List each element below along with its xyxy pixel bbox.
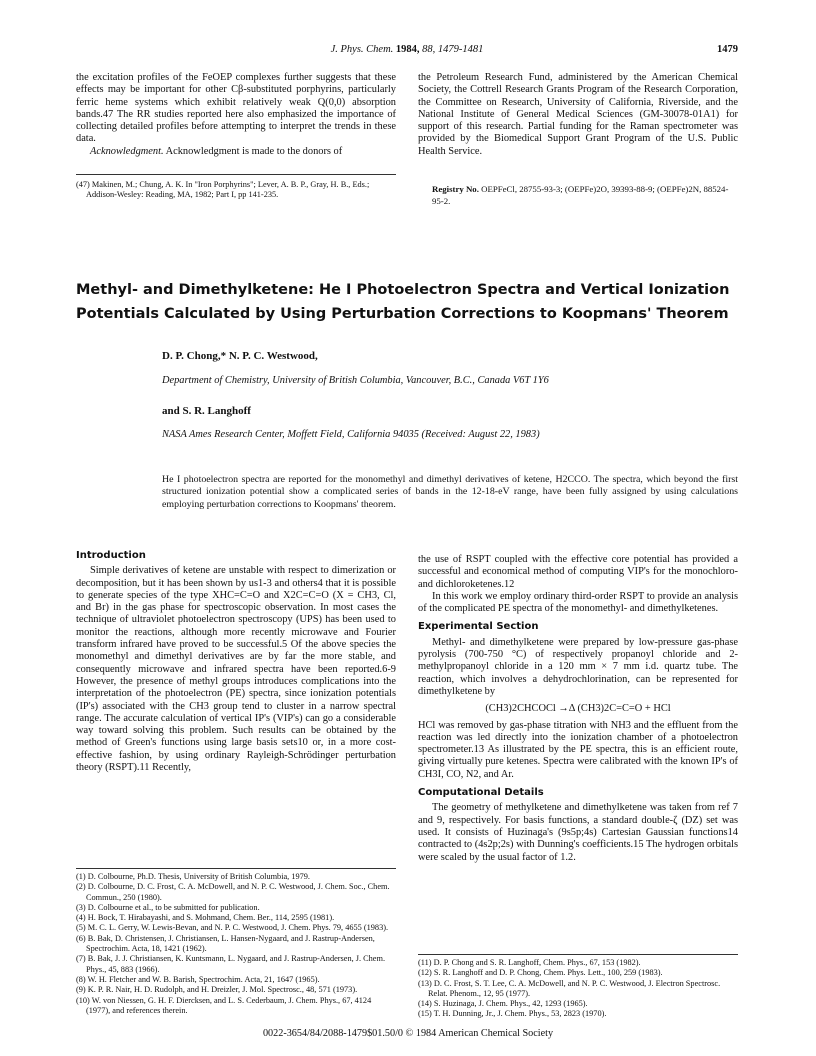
experimental-paragraph-2: HCl was removed by gas-phase titration with NH3 and the effluent from the reaction was led directly into the ionization chamber of a photoelectron spectrometer.13 As illustrated by the PE spectra, this is an efficient route, giving virtually pure ketenes. Spectra were calibrated with the known IP's of CH3I, CO, N2, and Ar. <box>418 719 738 780</box>
computational-paragraph: The geometry of methylketene and dimethylketene was taken from ref 7 and 9, respectively. For basis functions, a standard double-ζ (DZ) set was used. It consists of Huzinaga's (9s5p;4s) Cartesian Gaussian functions14 contracted to (4s2p;2s) with Dunning's coefficients.15 The hydrogen orbitals were scaled by the usual factor of 1.2. <box>418 802 738 863</box>
footnote: (10) W. von Niessen, G. H. F. Diercksen, and L. S. Cederbaum, J. Chem. Phys., 67, 4124 (1977), and references therein. <box>76 995 372 1015</box>
copyright-footer: 0022-3654/84/2088-1479$01.50/0 © 1984 American Chemical Society <box>262 1028 554 1039</box>
footnote-rule <box>76 868 396 869</box>
footnote: (15) T. H. Dunning, Jr., J. Chem. Phys., 53, 2823 (1970). <box>418 1009 607 1019</box>
rspt-paragraph: the use of RSPT coupled with the effective core potential has provided a successful and economical method of computing VIP's for the monochloro- and dichloroketenes.12 <box>418 554 738 590</box>
footnote: (6) B. Bak, D. Christensen, J. Christiansen, L. Hansen-Nygaard, and J. Rastrup-Andersen, Spectrochim. Acta, 18, 1421 (1962). <box>76 933 375 954</box>
footnote: (8) W. H. Fletcher and W. B. Barish, Spectrochim. Acta, 21, 1647 (1965). <box>76 974 320 984</box>
footnote: (5) M. C. L. Gerry, W. Lewis-Bevan, and N. P. C. Westwood, J. Chem. Phys. 79, 4655 (1983). <box>76 923 389 933</box>
acknowledgment-continued: the Petroleum Research Fund, administered by the American Chemical Society, the Cottrell Research Grants Program of the Research Corporation, the Committee on Research, University of California, Riverside, and the National Institute of General Medical Sciences (GM-30078-01A1) for support of this research. Partial funding for the Raman spectrometer was provided by the Biomedical Support Grant Program of the U.S. Public Health Service. <box>418 72 738 157</box>
footnote: (11) D. P. Chong and S. R. Langhoff, Chem. Phys., 67, 153 (1982). <box>418 958 641 967</box>
author-line-2: and S. R. Langhoff <box>162 405 251 417</box>
article-title: Methyl- and Dimethylketene: He I Photoelectron Spectra and Vertical Ionization Potentials Calculated by Using Perturbation Corrections to Koopmans' Theorem <box>76 282 730 322</box>
footnote: (7) B. Bak, J. J. Christiansen, K. Kuntsmann, L. Nygaard, and J. Rastrup-Andersen, J. Chem. Phys., 45, 883 (1966). <box>76 954 386 974</box>
prev-article-text: the excitation profiles of the FeOEP complexes further suggests that these effects may be important for other Cβ-substituted porphyrins, particularly ferric heme systems which exhibit relatively weak Q(0,0) absorption bands.47 The RR studies reported here also emphasized the importance of collecting detailed profiles before attempting to interpret the trends in these data. <box>76 72 396 145</box>
affiliation-2: NASA Ames Research Center, Moffett Field, California 94035 (Received: August 22, 1983) <box>162 429 540 440</box>
author-line-1: D. P. Chong,* N. P. C. Westwood, <box>162 350 318 362</box>
footnote: (12) S. R. Langhoff and D. P. Chong, Chem. Phys. Lett., 100, 259 (1983). <box>418 968 663 978</box>
footnote: (13) D. C. Frost, S. T. Lee, C. A. McDowell, and N. P. C. Westwood, J. Electron Spectrosc. Relat. Phenom., 12, 95 (1977). <box>418 978 721 998</box>
body-left-column <box>76 550 396 774</box>
introduction-heading: Introduction <box>76 550 146 561</box>
footnote: (3) D. Colbourne et al., to be submitted for publication. <box>76 902 260 912</box>
footnote-47: (47) Makinen, M.; Chung, A. K. In "Iron Porphyrins"; Lever, A. B. P., Gray, H. B., Eds.; Addison-Wesley: Reading, MA, 1982; Part I, pp 141-235. <box>76 180 370 200</box>
acknowledgment-paragraph: Acknowledgment. Acknowledgment is made to the donors of <box>90 145 343 157</box>
abstract: He I photoelectron spectra are reported for the monomethyl and dimethyl derivatives of ketene, H2CCO. The spectra, which beyond the first structured ionization potential show a complicated series of bands in the 12-18-eV range, have been fully assigned by using calculations employing perturbation corrections to Koopmans' theorem. <box>162 474 738 510</box>
computational-heading: Computational Details <box>418 787 544 799</box>
running-head <box>76 44 738 58</box>
reaction-equation: (CH3)2CHCOCl →Δ (CH3)2C=C=O + HCl <box>485 703 671 715</box>
registry-numbers: Registry No. OEPFeCl, 28755-93-3; (OEPFe)2O, 39393-88-9; (OEPFe)2N, 88524-95-2. <box>432 184 729 206</box>
introduction-paragraph: Simple derivatives of ketene are unstable with respect to dimerization or decomposition, but it has been shown by us1-3 and others4 that it is possible to generate species of the type XHC=C=O and X2C=C=O (X = CH3, Cl, and Br) in the gas phase for spectroscopic observation. In most cases the technique of ultraviolet photoelectron spectroscopy (UPS) has been used to monitor the reactions, although more recently microwave and Fourier transform infrared have proved to be successful.5 Of the above species the monomethyl and dimethyl derivatives are by far the more stable, and consequently microwave and infrared spectra have been reported.6-9 However, the presence of methyl groups introduces complications into the interpretation of the photoelectron (PE) spectra, since ionization potentials (IP's) associated with the CH3 group tend to cluster in a narrow spectral range. The accurate calculation of vertical IP's (VIP's) can go a considerable way toward solving this problem. Such results can be obtained by the method of Green's functions using large basis sets10 or, in a more cost-effective fashion, by using ordinary Rayleigh-Schrödinger perturbation theory (RSPT).11 Recently, <box>76 565 396 774</box>
footnote: (1) D. Colbourne, Ph.D. Thesis, University of British Columbia, 1979. <box>76 872 310 881</box>
footnote: (2) D. Colbourne, D. C. Frost, C. A. McDowell, and N. P. C. Westwood, J. Chem. Soc., Chem. Commun., 250 (1980). <box>76 882 390 902</box>
experimental-paragraph: Methyl- and dimethylketene were prepared by low-pressure gas-phase pyrolysis (700-750 °C) of respectively propanoyl chloride and 2-methylpropanoyl chloride in a 120 mm × 7 mm i.d. quartz tube. The reaction, which involves a dehydrochlorination, can be represented for dimethylketene by <box>418 636 738 697</box>
affiliation-1: Department of Chemistry, University of British Columbia, Vancouver, B.C., Canada V6T 1Y6 <box>162 375 549 386</box>
journal-citation: J. Phys. Chem. 1984, 88, 1479-1481 <box>330 44 484 55</box>
page-number: 1479 <box>717 44 738 55</box>
body-right-column <box>418 554 738 864</box>
footnote: (4) H. Bock, T. Hirabayashi, and S. Mohmand, Chem. Ber., 114, 2595 (1981). <box>76 913 335 923</box>
footnote-rule <box>418 954 738 955</box>
experimental-heading: Experimental Section <box>418 621 539 633</box>
footnotes-right <box>418 958 738 1020</box>
work-paragraph: In this work we employ ordinary third-order RSPT to provide an analysis of the complicated PE spectra of the monomethyl- and dimethylketenes. <box>418 590 738 615</box>
footnotes-left <box>76 872 396 1016</box>
footnote: (9) K. P. R. Nair, H. D. Rudolph, and H. Dreizler, J. Mol. Spectrosc., 48, 571 (1973). <box>76 985 358 995</box>
prev-article-right-column <box>418 72 738 158</box>
footnote-rule <box>76 174 396 175</box>
prev-article-left-column <box>76 72 396 158</box>
footnote: (14) S. Huzinaga, J. Chem. Phys., 42, 1293 (1965). <box>418 999 588 1009</box>
